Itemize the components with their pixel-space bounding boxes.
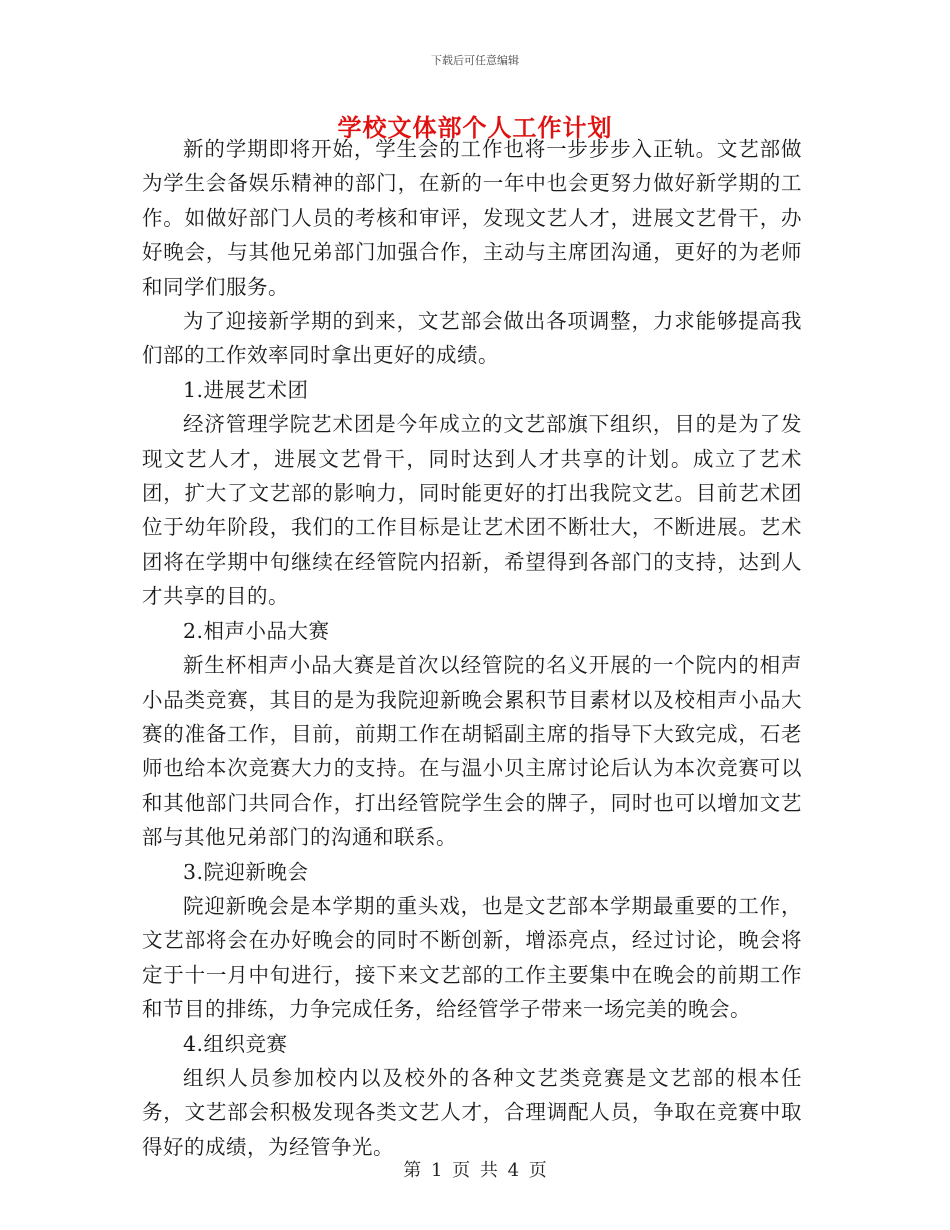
paragraph-competitions: 组织人员参加校内以及校外的各种文艺类竞赛是文艺部的根本任务，文艺部会积极发现各类文艺人才，合理调配人员，争取在竞赛中取得好的成绩，为经管争光。 [142, 1065, 802, 1159]
paragraph-intro: 新的学期即将开始，学生会的工作也将一步步步入正轨。文艺部做为学生会备娱乐精神的部门，在新的一年中也会更努力做好新学期的工作。如做好部门人员的考核和审评，发现文艺人才，进展文艺骨干，办好晚会，与其他兄弟部门加强合作，主动与主席团沟通，更好的为老师和同学们服务。 [142, 137, 802, 299]
page-footer: 第 1 页 共 4 页 [403, 1160, 547, 1181]
header-note: 下载后可任意编辑 [431, 54, 519, 67]
section-heading-comedy-contest: 2.相声小品大赛 [183, 618, 330, 643]
paragraph-comedy-contest: 新生杯相声小品大赛是首次以经管院的名义开展的一个院内的相声小品类竞赛，其目的是为我院迎新晚会累积节目素材以及校相声小品大赛的准备工作，目前，前期工作在胡韬副主席的指导下大致完成，石老师也给本次竞赛大力的支持。在与温小贝主席讨论后认为本次竞赛可以和其他部门共同合作，打出经管院学生会的牌子，同时也可以增加文艺部与其他兄弟部门的沟通和联系。 [142, 653, 802, 850]
paragraph-art-troupe: 经济管理学院艺术团是今年成立的文艺部旗下组织，目的是为了发现文艺人才，进展文艺骨干，同时达到人才共享的计划。成立了艺术团，扩大了文艺部的影响力，同时能更好的打出我院文艺。目前艺术团位于幼年阶段，我们的工作目标是让艺术团不断壮大，不断进展。艺术团将在学期中旬继续在经管院内招新，希望得到各部门的支持，达到人才共享的目的。 [142, 412, 802, 609]
section-heading-welcome-gala: 3.院迎新晚会 [183, 859, 309, 884]
section-heading-art-troupe: 1.进展艺术团 [183, 377, 309, 402]
document-body [142, 132, 802, 1164]
paragraph-adjustment: 为了迎接新学期的到来，文艺部会做出各项调整，力求能够提高我们部的工作效率同时拿出更好的成绩。 [142, 309, 802, 368]
document-title: 学校文体部个人工作计划 [337, 113, 613, 142]
paragraph-welcome-gala: 院迎新晚会是本学期的重头戏，也是文艺部本学期最重要的工作，文艺部将会在办好晚会的同时不断创新，增添亮点，经过讨论，晚会将定于十一月中旬进行，接下来文艺部的工作主要集中在晚会的前期工作和节目的排练，力争完成任务，给经管学子带来一场完美的晚会。 [142, 893, 802, 1022]
section-heading-competitions: 4.组织竞赛 [183, 1031, 288, 1056]
